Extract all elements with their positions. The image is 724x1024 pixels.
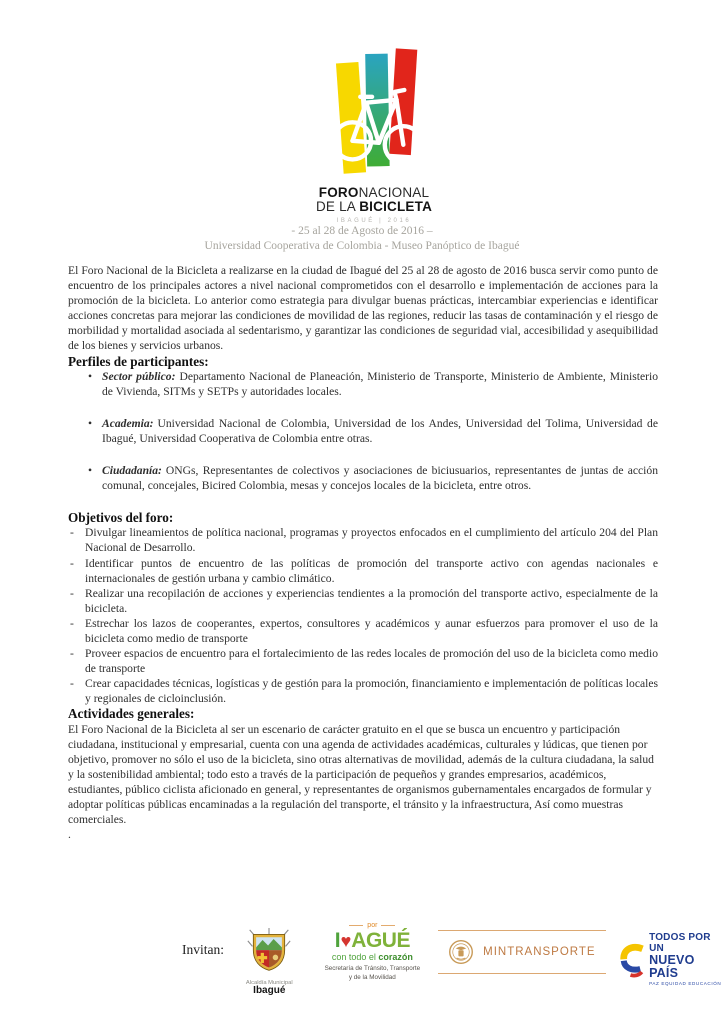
ibague-por-line — [317, 922, 429, 929]
event-meta — [0, 224, 724, 253]
bullet-marker: • — [88, 464, 93, 478]
trailing-dot: . — [68, 828, 71, 842]
objectives-heading: Objetivos del foro: — [68, 510, 174, 526]
logo-title-foro: FORO — [318, 185, 359, 200]
objective-text: Proveer espacios de encuentro para el fortalecimiento de las redes locales de promoción del uso de la bicicleta como medio de transporte — [85, 647, 658, 676]
intro-paragraph: El Foro Nacional de la Bicicleta a realizarse en la ciudad de Ibagué del 25 al 28 de agosto de 2016 busca servir como punto de encuentro de los principales actores a nivel nacional comprometidos con el desarrollo e implementación de acciones para la promoción de la bicicleta. Lo anterior como estrategia para divulgar buenas prácticas, intercambiar experiencias e identificar acciones concretas para mejorar las condiciones de movilidad de las regiones, reducir las tasas de contaminación y el riesgo de morbilidad y mortalidad asociada al sedentarismo, y garantizar las condiciones de seguridad vial, accesibilidad y asequibilidad de los bienes y servicios urbanos. — [68, 264, 658, 353]
objective-item — [68, 616, 658, 646]
nuevo-pais-flag-icon — [620, 941, 645, 979]
secretaria-line2: y de la Movilidad — [348, 974, 396, 982]
objective-item — [68, 676, 658, 706]
profile-item-sector-publico — [68, 369, 658, 399]
objective-item — [68, 586, 658, 616]
ibague-por-text: por — [367, 922, 378, 929]
secretaria-line1: Secretaría de Tránsito, Transporte — [324, 965, 421, 973]
objective-item — [68, 646, 658, 676]
heart-icon: ♥ — [340, 931, 352, 951]
bicycle-flag-logo-icon — [319, 46, 429, 178]
event-venue: Universidad Cooperativa de Colombia - Museo Panóptico de Ibagué — [204, 239, 520, 252]
decor-dash — [349, 925, 363, 926]
ibague-tagline-pre: con todo el — [331, 952, 379, 963]
invite-label: Invitan: — [182, 942, 224, 957]
profile-item-label: Ciudadanía: — [102, 464, 162, 478]
secretaria-label — [317, 965, 429, 983]
footer-sponsors — [182, 916, 724, 997]
objective-text: Realizar una recopilación de acciones y experiencias tendientes a la promoción del transporte activo, especialmente de la bicicleta. — [85, 586, 658, 615]
logo-title-nacional: NACIONAL — [358, 185, 430, 200]
logo-subtitle: IBAGUÉ | 2016 — [336, 217, 412, 224]
forum-logo — [0, 46, 724, 227]
alcaldia-city: Ibagué — [253, 985, 286, 996]
objective-item — [68, 525, 658, 555]
profile-item-label: Sector público: — [102, 369, 176, 383]
logo-title-bicicleta: BICICLETA — [359, 198, 433, 214]
profile-item-label: Academia: — [102, 416, 154, 430]
document-body — [68, 263, 658, 842]
objective-text: Identificar puntos de encuentro de las políticas de promoción del transporte activo con agendas nacionales e internacionales de gestión urbana y cambio climático. — [85, 556, 658, 585]
mintransporte-seal-icon — [448, 939, 474, 965]
dash-marker: - — [70, 647, 74, 661]
nuevo-pais-line1: TODOS POR UN — [649, 932, 711, 954]
objective-text: Divulgar lineamientos de política nacional, programas y proyectos enfocados en el cumplimiento del artículo 204 del Plan Nacional de Desarrollo. — [85, 526, 658, 555]
dash-marker: - — [70, 677, 74, 691]
forum-logo-title — [316, 186, 432, 214]
alcaldia-shield-icon — [247, 928, 291, 974]
nuevo-pais-wordmark — [649, 933, 724, 987]
forum-logo-inner — [316, 46, 432, 224]
ibague-letter-i: I — [334, 929, 341, 952]
nuevo-pais-tagline: PAZ EQUIDAD EDUCACIÓN — [649, 981, 722, 987]
mintransporte-logo — [438, 930, 605, 974]
profiles-heading: Perfiles de participantes: — [68, 353, 209, 369]
objective-text: Estrechar los lazos de cooperantes, expertos, consultores y académicos y aunar esfuerzos para promover el uso de la bicicleta como medio de transporte — [85, 616, 658, 645]
ibague-tagline-bold: corazón — [378, 952, 413, 963]
profile-item-ciudadania — [68, 463, 658, 493]
bullet-marker: • — [88, 416, 93, 430]
dash-marker: - — [70, 526, 74, 540]
bullet-marker: • — [88, 369, 93, 383]
nuevo-pais-line2: NUEVO PAÍS — [649, 953, 695, 981]
profile-item-text: Departamento Nacional de Planeación, Ministerio de Transporte, Ministerio de Ambiente, Ministerio de Vivienda, SITMs y SETPs y autoridades locales. — [102, 369, 658, 398]
objective-item — [68, 556, 658, 586]
logo-title-dela: DE LA — [315, 198, 360, 214]
activities-paragraph: El Foro Nacional de la Bicicleta al ser un escenario de carácter gratuito en el que se busca un encuentro y participación ciudadana, institucional y empresarial, cuenta con una agenda de actividades académicas, culturales y lúdicas, que tienen por objetivo, promover no sólo el uso de la bicicleta, sino otras alternativas de movilidad, además de la cultura ciudadana, la salud y la sostenibilidad ambiental; todo esto a través de la participación de pequeños y grandes empresarios, académicos, estudiantes, público ciclista aficionado en general, y representantes de organismos gubernamentales encargados de formular y adoptar políticas públicas encaminadas a la regulación del transporte, el tránsito y la infraestructura, Así como muestras comerciales. — [68, 722, 654, 827]
decor-dash — [381, 925, 395, 926]
nuevo-pais-logo — [620, 933, 724, 987]
ibague-corazon-logo — [317, 922, 429, 983]
alcaldia-label: Alcaldía Municipal — [245, 980, 293, 986]
profile-item-text: ONGs, Representantes de colectivos y asociaciones de biciusuarios, representantes de juntas de acción comunal, concejales, Bicired Colombia, mesas y concejos locales de la bicicleta, entre otros. — [102, 464, 658, 493]
ibague-wordmark — [317, 930, 429, 951]
dash-marker: - — [70, 616, 74, 630]
profile-item-academia — [68, 416, 658, 446]
mintransporte-wordmark: MINTRANSPORTE — [483, 946, 596, 958]
objective-text: Crear capacidades técnicas, logísticas y de gestión para la promoción, financiamiento e implementación de políticas locales y regionales de cicloinclusión. — [85, 677, 658, 706]
profile-item-text: Universidad Nacional de Colombia, Universidad de los Andes, Universidad del Tolima, Universidad de Ibagué, Universidad Cooperativa de Colombia entre otras. — [102, 416, 658, 445]
dash-marker: - — [70, 586, 74, 600]
ibague-letters-rest: AGUÉ — [351, 929, 410, 952]
alcaldia-ibague-logo — [240, 928, 299, 997]
dash-marker: - — [70, 556, 74, 570]
event-dates: - 25 al 28 de Agosto de 2016 – — [291, 225, 433, 237]
activities-heading: Actividades generales: — [68, 706, 195, 722]
ibague-tagline — [317, 952, 429, 962]
